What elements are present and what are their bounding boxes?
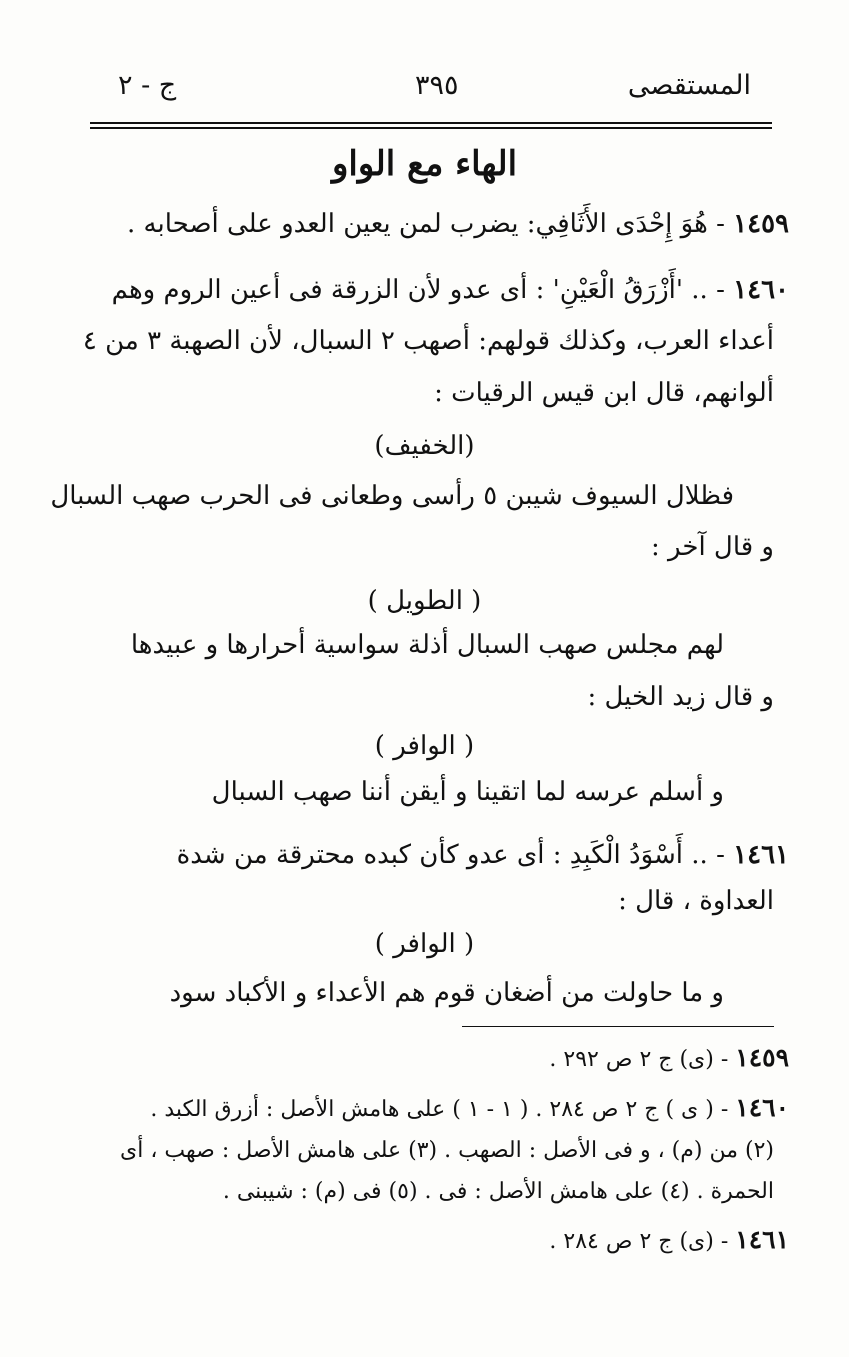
volume-label: ج - ٢ (118, 70, 177, 101)
page-number: ٣٩٥ (415, 70, 459, 101)
footnote-1461 (549, 1227, 789, 1253)
entry-text: - .. 'أَزْرَقُ الْعَيْنِ' : أى عدو لأن الزرقة فى أعين الروم وهم (111, 275, 734, 305)
footnote-1460-line-3: الحمرة . (٤) على هامش الأصل : فى . (٥) فى (م) : شيبنى . (222, 1179, 774, 1204)
verse-intro: و قال زيد الخيل : (587, 682, 774, 712)
footnote-rule (462, 1026, 774, 1027)
meter-label: ( الوافر ) (374, 929, 475, 959)
footnote-1460-line-1 (150, 1095, 789, 1121)
entry-1461-line-1 (177, 842, 789, 868)
entry-number: ١٤٦١ (733, 840, 789, 870)
book-title: المستقصى (627, 70, 751, 101)
footnote-number: ١٤٥٩ (735, 1043, 789, 1072)
footnote-number: ١٤٦٠ (735, 1093, 789, 1122)
footnote-1460-line-2: (٢) من (م) ، و فى الأصل : الصهب . (٣) على هامش الأصل : صهب ، أى (120, 1138, 774, 1163)
entry-text: - هُوَ إِحْدَى الأَثَافِي: يضرب لمن يعين العدو على أصحابه . (127, 209, 734, 239)
header-rule-top (90, 122, 772, 124)
entry-text: - .. أَسْوَدُ الْكَبِدِ : أى عدو كأن كبده محترقة من شدة (176, 840, 734, 870)
entry-number: ١٤٦٠ (733, 275, 789, 305)
header-rule-bottom (90, 127, 772, 129)
verse-intro: و قال آخر : (651, 532, 774, 562)
footnote-text: - (ى) ج ٢ ص ٢٨٤ . (549, 1229, 736, 1254)
entry-1460-line-1 (112, 277, 789, 303)
entry-1460-line-2: أعداء العرب، وكذلك قولهم: أصهب ٢ السبال، لأن الصهبة ٣ من ٤ (82, 326, 774, 356)
entry-1461-line-2: العداوة ، قال : (618, 886, 774, 916)
verse-line: و أسلم عرسه لما اتقينا و أيقن أننا صهب السبال (211, 777, 724, 807)
verse-line: و ما حاولت من أضغان قوم هم الأعداء و الأكباد سود (169, 978, 724, 1008)
footnote-number: ١٤٦١ (735, 1225, 789, 1254)
footnote-1459 (549, 1045, 789, 1071)
footnote-text: - (ى) ج ٢ ص ٢٩٢ . (549, 1047, 736, 1072)
entry-1459 (127, 211, 789, 237)
meter-label: ( الطويل ) (367, 586, 482, 616)
entry-number: ١٤٥٩ (733, 209, 789, 239)
meter-label: (الخفيف) (374, 431, 475, 461)
section-title: الهاء مع الواو (331, 144, 518, 184)
verse-line: فظلال السيوف شيبن ٥ رأسى وطعانى فى الحرب صهب السبال (50, 481, 734, 511)
meter-label: ( الوافر ) (374, 731, 475, 761)
verse-line: لهم مجلس صهب السبال أذلة سواسية أحرارها و عبيدها (130, 630, 724, 660)
entry-1460-line-3: ألوانهم، قال ابن قيس الرقيات : (434, 378, 774, 408)
footnote-text: - ( ى ) ج ٢ ص ٢٨٤ . ( ١ - ١ ) على هامش الأصل : أزرق الكبد . (150, 1097, 736, 1122)
